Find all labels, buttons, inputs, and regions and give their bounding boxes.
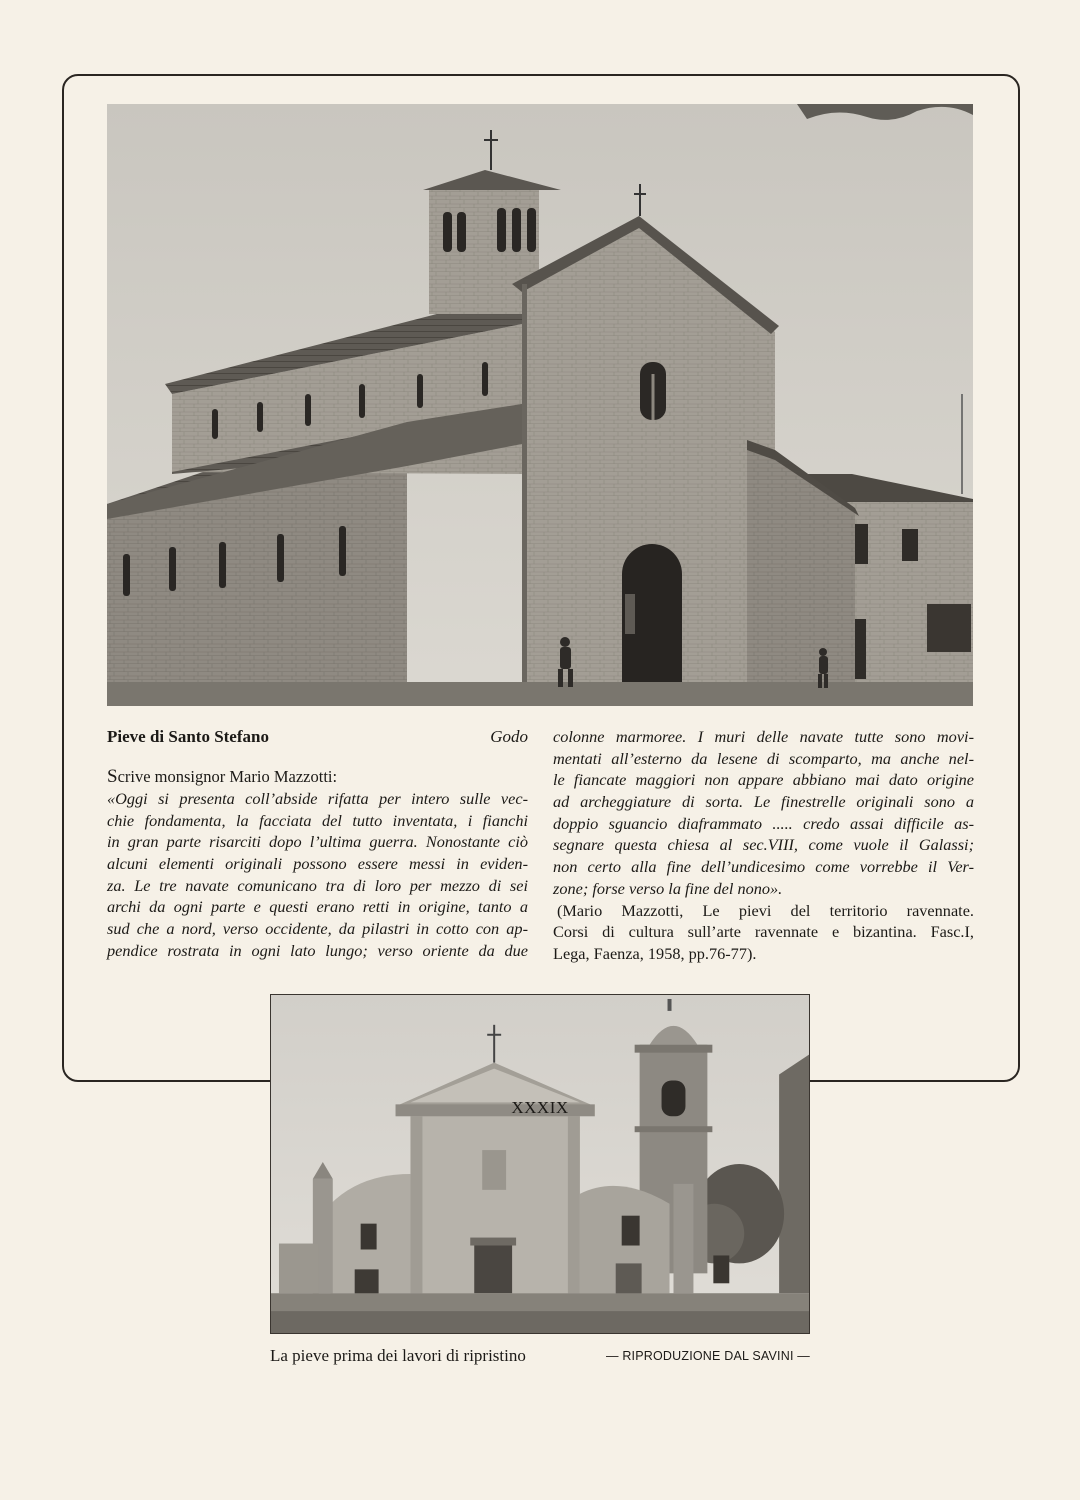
text-column-right [553,726,974,965]
quote-line: ad archeggiature di sorta. Le finestrelle originali sono a [553,792,974,812]
page-number: XXXIX [511,1098,569,1117]
quote-line: doppio sguancio diaframmato ..... credo assai difficile as- [553,813,974,833]
quote-line: le fiancate maggiori non appare abbiano mai dato origine [553,770,974,790]
reproduction-credit: — RIPRODUZIONE DAL SAVINI — [605,1349,810,1363]
quote-line: zone; forse verso la fine del nono». [553,878,783,898]
quote-line: non certo alla fine dell’undicesimo come vorrebbe il Ver- [553,857,974,877]
quote-line: in gran parte risarciti dopo l’ultima guerra. Nonostante ciò [107,832,528,852]
quote-line: segnare questa chiesa al sec.VIII, come vuole il Galassi; [553,835,974,855]
intro-line [107,766,528,788]
intro-text: crive monsignor Mario Mazzotti: [117,767,338,786]
church-photo-top [107,104,973,706]
reference-line: (Mario Mazzotti, Le pievi del territorio ravennate. [557,900,974,920]
photo-place: Godo [490,727,528,746]
quote-line: archi da ogni parte e questi erano retti in origine, tanto a [107,897,528,917]
quote-line: alcuni elementi originali possono essere messi in eviden- [107,854,528,874]
reference-line: Lega, Faenza, 1958, pp.76-77). [553,943,757,963]
church-photo-bottom [270,994,810,1334]
text-column-left [107,766,528,962]
photo-title: Pieve di Santo Stefano [107,727,269,746]
bottom-photo-caption: La pieve prima dei lavori di ripristino [270,1346,526,1365]
quote-line: mentati all’esterno da lesene di scomparto, ma anche nel- [553,748,974,768]
reference-line: Corsi di cultura sull’arte ravennate e bizantina. Fasc.I, [553,922,974,942]
quote-line: chie fondamenta, la facciata del tutto inventata, i fianchi [107,810,528,830]
quote-line: pendice rostrata in ogni lato lungo; verso oriente da due [107,940,528,960]
quote-line: «Oggi si presenta coll’abside rifatta per intero sulle vec- [107,789,528,808]
quote-line: za. Le tre navate comunicano tra di loro per mezzo di sei [107,875,528,895]
drop-initial: S [107,766,118,787]
quote-line: sud che a nord, verso occidente, da pilastri in cotto con ap- [107,919,528,939]
quote-line: colonne marmoree. I muri delle navate tutte sono movi- [553,727,974,746]
